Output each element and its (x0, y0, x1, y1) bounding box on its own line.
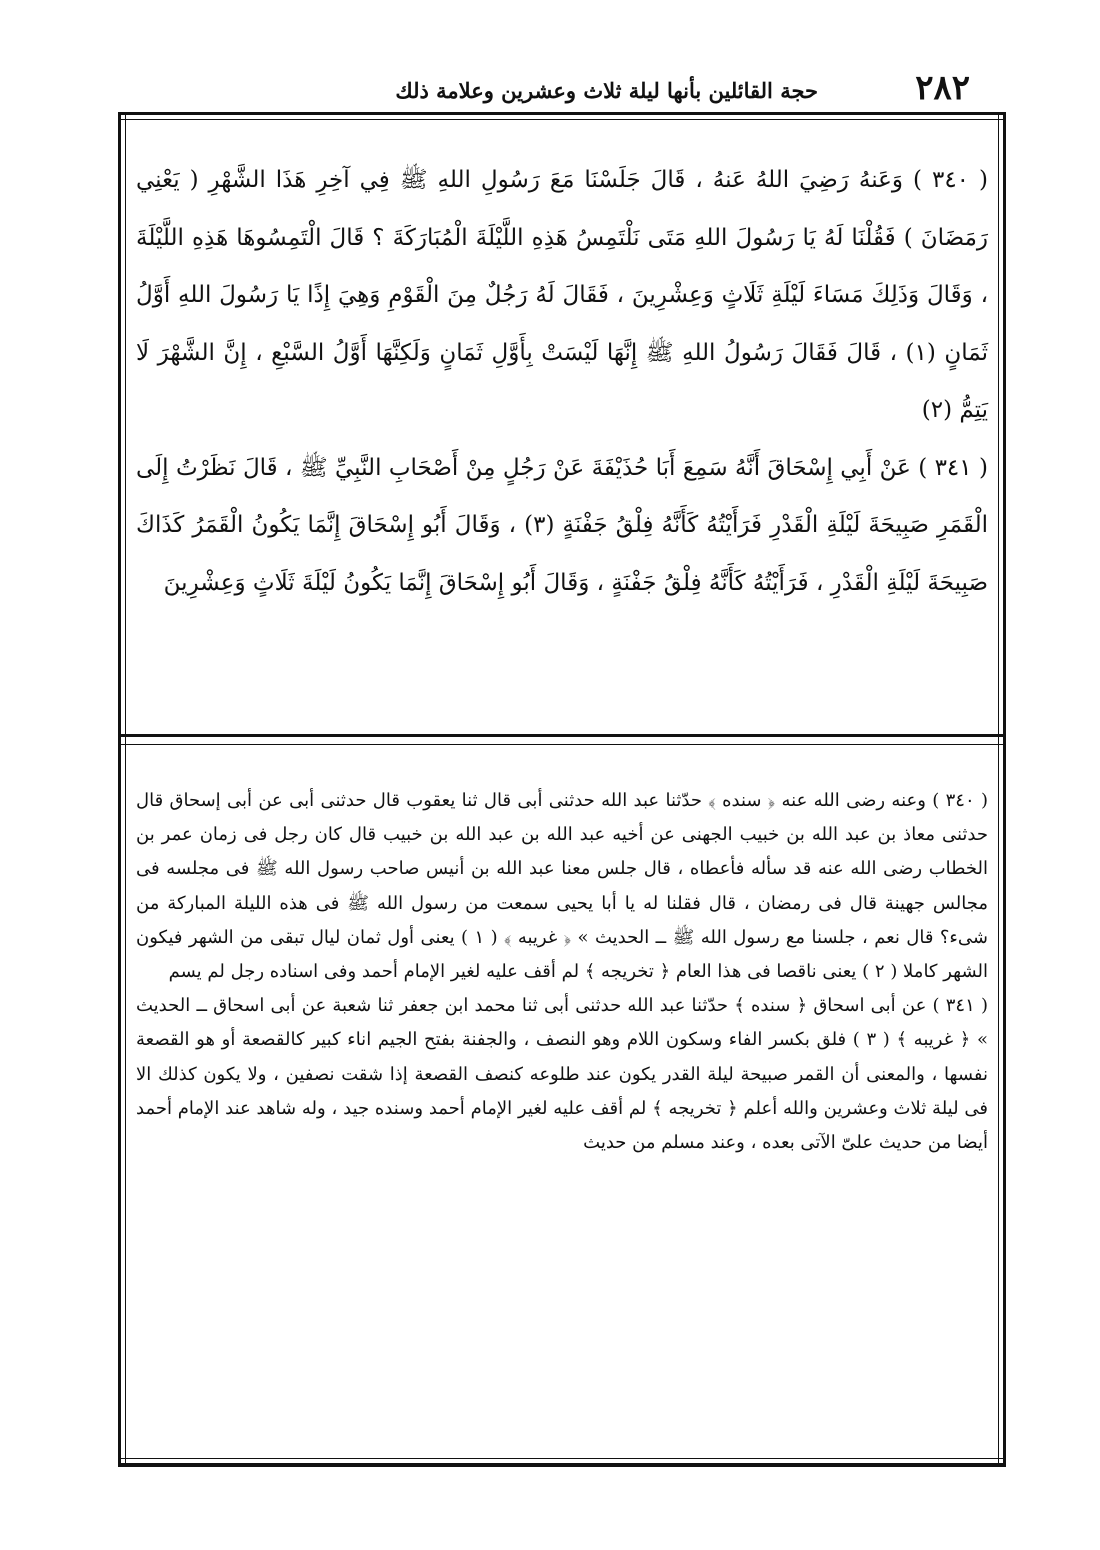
frame-bottom-rule-outer (118, 1463, 1006, 1467)
notes-separator-lower (118, 744, 1006, 745)
note-340: ( ٣٤٠ ) وعنه رضى الله عنه ﴿ سنده ﴾ حدّثنا عبد الله حدثنى أبى قال ثنا يعقوب قال حدثنى أبى عن أبى إسحاق قال حدثنى معاذ بن عبد الله بن خبيب الجهنى عن أخيه عبد الله بن عبد الله بن خبيب قال كان رجل فى زمان عمر بن الخطاب رضى الله عنه قد سأله فأعطاه ، قال جلس معنا عبد الله بن أنيس صاحب رسول الله ﷺ فى مجلسه فى مجالس جهينة قال فى رمضان ، قال فقلنا له يا أبا يحيى سمعت من رسول الله ﷺ فى هذه الليلة المباركة من شىء؟ قال نعم ، جلسنا مع رسول الله ﷺ ــ الحديث » ﴿ غريبه ﴾ ( ١ ) يعنى أول ثمان ليال تبقى من الشهر فيكون الشهر كاملا ( ٢ ) يعنى ناقصا فى هذا العام ﴿ تخريجه ﴾ لم أقف عليه لغير الإمام أحمد وفى اسناده رجل لم يسم (136, 790, 988, 983)
frame-right-rule-inner (998, 112, 999, 1464)
frame-left-rule-outer (118, 112, 121, 1464)
frame-bottom-rule-inner (118, 1458, 1006, 1459)
hadith-340: ( ٣٤٠ ) وَعَنهُ رَضِيَ اللهُ عَنهُ ، قَالَ جَلَسْنَا مَعَ رَسُولِ اللهِ ﷺ فِي آخِرِ هَذَا الشَّهْرِ ( يَعْنِي رَمَضَانَ ) فَقُلْنَا لَهُ يَا رَسُولَ اللهِ مَتَى نَلْتَمِسُ هَذِهِ اللَّيْلَةَ الْمُبَارَكَةَ ؟ قَالَ الْتَمِسُوهَا هَذِهِ اللَّيْلَةَ ، وَقَالَ وَذَلِكَ مَسَاءَ لَيْلَةِ ثَلَاثٍ وَعِشْرِينَ ، فَقَالَ لَهُ رَجُلٌ مِنَ الْقَوْمِ وَهِيَ إِذًا يَا رَسُولَ اللهِ أَوَّلُ ثَمَانٍ (١) ، قَالَ فَقَالَ رَسُولُ اللهِ ﷺ إِنَّهَا لَيْسَتْ بِأَوَّلِ ثَمَانٍ وَلَكِنَّهَا أَوَّلُ السَّبْعِ ، إِنَّ الشَّهْرَ لَا يَتِمُّ (٢) (136, 167, 988, 423)
text-frame (118, 112, 1006, 1464)
main-text (136, 152, 988, 612)
frame-top-rule-inner (118, 119, 1006, 120)
notes-separator-upper (118, 734, 1006, 737)
running-title: حجة القائلين بأنها ليلة ثلاث وعشرين وعلامة ذلك (395, 78, 818, 103)
frame-bottom-rules (118, 1458, 1006, 1478)
frame-top-rule-outer (118, 112, 1006, 115)
frame-left-rule-inner (125, 112, 126, 1464)
hadith-341: ( ٣٤١ ) عَنْ أَبِي إِسْحَاقَ أَنَّهُ سَمِعَ أَبَا حُذَيْفَةَ عَنْ رَجُلٍ مِنْ أَصْحَابِ النَّبِيِّ ﷺ ، قَالَ نَظَرْتُ إِلَى الْقَمَرِ صَبِيحَةَ لَيْلَةِ الْقَدْرِ فَرَأَيْتُهُ كَأَنَّهُ فِلْقُ جَفْنَةٍ (٣) ، وَقَالَ أَبُو إِسْحَاقَ إِنَّمَا يَكُونُ الْقَمَرُ كَذَاكَ صَبِيحَةَ لَيْلَةِ الْقَدْرِ ، فَرَأَيْتُهُ كَأَنَّهُ فِلْقُ جَفْنَةٍ ، وَقَالَ أَبُو إِسْحَاقَ إِنَّمَا يَكُونُ لَيْلَةَ ثَلَاثٍ وَعِشْرِينَ (136, 454, 988, 596)
note-341: ( ٣٤١ ) عن أبى اسحاق ﴿ سنده ﴾ حدّثنا عبد الله حدثنى أبى ثنا محمد ابن جعفر ثنا شعبة عن أبى اسحاق ــ الحديث » ﴿ غريبه ﴾ ( ٣ ) فلق بكسر الفاء وسكون اللام وهو النصف ، والجفنة بفتح الجيم اناء كبير كالقصعة أو هو القصعة نفسها ، والمعنى أن القمر صبيحة ليلة القدر يكون عند طلوعه كنصف القصعة إذا شقت نصفين ، ولا يكون كذلك الا فى ليلة ثلاث وعشرين والله أعلم ﴿ تخريجه ﴾ لم أقف عليه لغير الإمام أحمد وسنده جيد ، وله شاهد عند الإمام أحمد أيضا من حديث علىّ الآتى بعده ، وعند مسلم من حديث (136, 995, 989, 1154)
page-header (118, 68, 998, 108)
commentary-notes (136, 784, 988, 1160)
frame-right-rule-outer (1003, 112, 1006, 1464)
page-number: ٢٨٢ (915, 68, 970, 108)
